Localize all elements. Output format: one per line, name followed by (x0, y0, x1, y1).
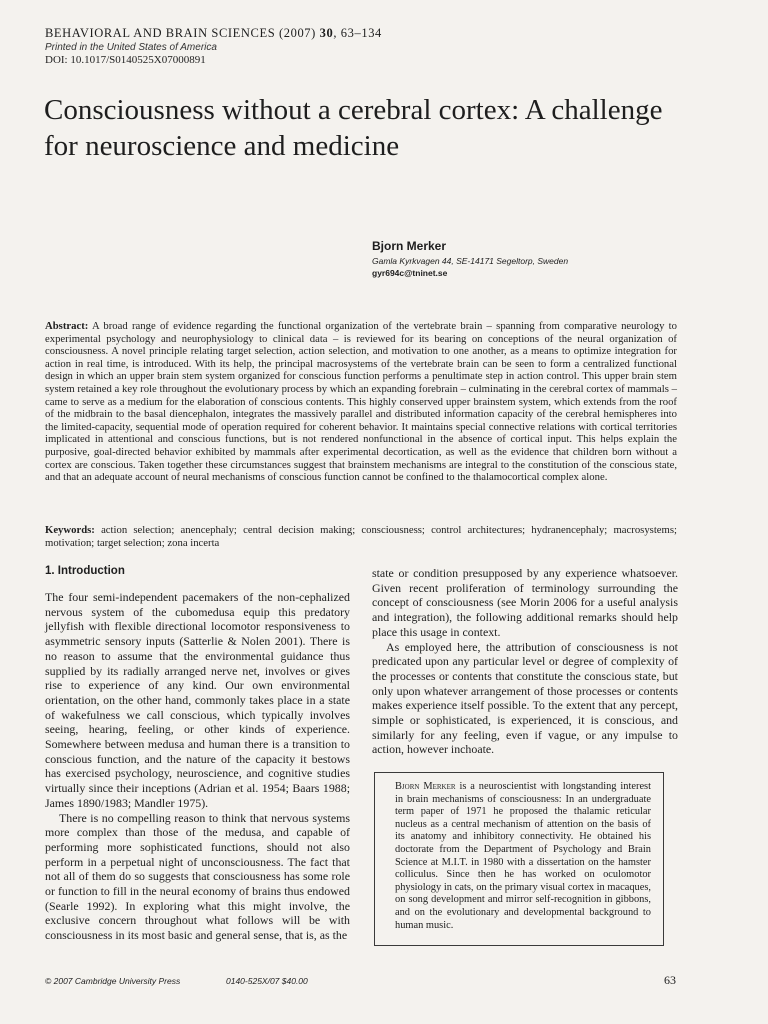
author-name: Bjorn Merker (372, 239, 447, 253)
journal-name: BEHAVIORAL AND BRAIN SCIENCES (2007) (45, 26, 316, 40)
left-column (45, 590, 350, 943)
printed-note: Printed in the United States of America (45, 42, 217, 53)
paragraph: As employed here, the attribution of consciousness is not predicated upon any particular level or degree of complexity of the processes or contents that constitute the conscious state, but only upon whatever arrangement of those processes or contents makes experience itself possible. To the extent that any percept, simple or sophisticated, is experienced, it is conscious, and similarly for any feeling, even if vague, or any impulse to action, however inchoate. (372, 639, 678, 757)
bio-name: Bjorn Merker (395, 781, 456, 792)
section-heading: 1. Introduction (45, 565, 125, 577)
price-code: 0140-525X/07 $40.00 (226, 976, 308, 986)
keywords-label: Keywords: (45, 524, 95, 536)
paragraph: state or condition presupposed by any experience whatsoever. Given recent proliferation of terminology surrounding the concept of consciousness (see Morin 2006 for a useful analysis and integration), the following additional remarks should help place this usage in context. (372, 566, 678, 639)
author-email[interactable]: gyr694c@tninet.se (372, 268, 448, 278)
copyright: © 2007 Cambridge University Press (45, 976, 181, 986)
abstract-label: Abstract: (45, 320, 89, 332)
page-number: 63 (664, 973, 676, 987)
journal-citation (45, 26, 382, 41)
journal-volume: 30 (319, 26, 334, 40)
abstract (45, 320, 677, 484)
author-bio-box (374, 772, 664, 946)
bio-text: is a neuroscientist with longstanding interest in brain mechanisms of consciousness: In an undergraduate term paper of 1971 he proposed the thalamic reticular nucleus as a central mechanism of attention on the basis of its anatomy and inhibitory connectivity. He obtained his doctorate from the Department of Psychology and Brain Science at M.I.T. in 1980 with a dissertation on the hamster colliculus. Since then he has worked on oculomotor physiology in cats, on the primary visual cortex in macaques, on song development and mirror self-recognition in gibbons, and on the evolutionary and developmental background to human music. (395, 781, 651, 931)
author-address: Gamla Kyrkvagen 44, SE-14171 Segeltorp, Sweden (372, 256, 569, 266)
article-title: Consciousness without a cerebral cortex: A challenge for neuroscience and medicine (44, 94, 663, 162)
doi: DOI: 10.1017/S0140525X07000891 (45, 54, 206, 66)
journal-pages: , 63–134 (333, 26, 382, 40)
paragraph: The four semi-independent pacemakers of the non-cephalized nervous system of the cubomedusa equip this predatory jellyfish with flexible directional locomotor responsiveness to asymmetric sensory inputs (Satterlie & Nolen 2001). There is no reason to assume that the environmental guidance thus supplied by its radially arranged nerve net, involves or gives rise to experience of any kind. Our own environmental orientation, on the other hand, commonly takes place in a state of wakefulness we call conscious, which typically involves seeing, hearing, feeling, or other kinds of experience. Somewhere between medusa and human there is a transition to conscious function, and the nature of the capacity it bestows has exercised psychology, neuroscience, and cognitive studies virtually since their inceptions (Adrian et al. 1954; Baars 1988; James 1890/1983; Mandler 1975). (45, 590, 350, 810)
keywords-text: action selection; anencephaly; central decision making; consciousness; control architectures; hydranencephaly; macrosystems; motivation; target selection; zona incerta (45, 524, 677, 549)
right-column (372, 566, 678, 757)
keywords (45, 524, 677, 549)
abstract-text: A broad range of evidence regarding the functional organization of the vertebrate brain – spanning from comparative neurology to experimental psychology and neurophysiology to clinical data – is reviewed for its bearing on conceptions of the neural organization of consciousness. A novel principle relating target selection, action selection, and motivation to one another, as a means to optimize integration for action in real time, is introduced. With its help, the principal macrosystems of the vertebrate brain can be seen to form a centralized functional design in which an upper brain stem system organized for conscious function performs a penultimate step in action control. This upper brain stem system retained a key role throughout the evolutionary process by which an expanding forebrain – culminating in the cerebral cortex of mammals – came to serve as a medium for the elaboration of conscious contents. This highly conserved upper brainstem system, which extends from the roof of the midbrain to the basal diencephalon, integrates the massively parallel and distributed information capacity of the cerebral hemispheres into the limited-capacity, sequential mode of operation required for coherent behavior. It maintains special connective relations with cortical territories implicated in attentional and conscious functions, but is not rendered nonfunctional in the absence of cortical input. This helps explain the purposive, goal-directed behavior exhibited by mammals after experimental decortication, as well as the evidence that children born without a cortex are conscious. Taken together these circumstances suggest that brainstem mechanisms are integral to the constitution of the conscious state, and that an adequate account of neural mechanisms of conscious function cannot be confined to the thalamocortical complex alone. (45, 320, 677, 484)
paragraph: There is no compelling reason to think that nervous systems more complex than those of the medusa, and capable of performing more sophisticated functions, should not also perform in a perpetual night of unconsciousness. The fact that not all of them do so suggests that consciousness has some role or function to fill in the neural economy of brains thus endowed (Searle 1992). In exploring what this might involve, the exclusive concern throughout what follows will be with consciousness in its most basic and general sense, that is, as the (45, 810, 350, 943)
